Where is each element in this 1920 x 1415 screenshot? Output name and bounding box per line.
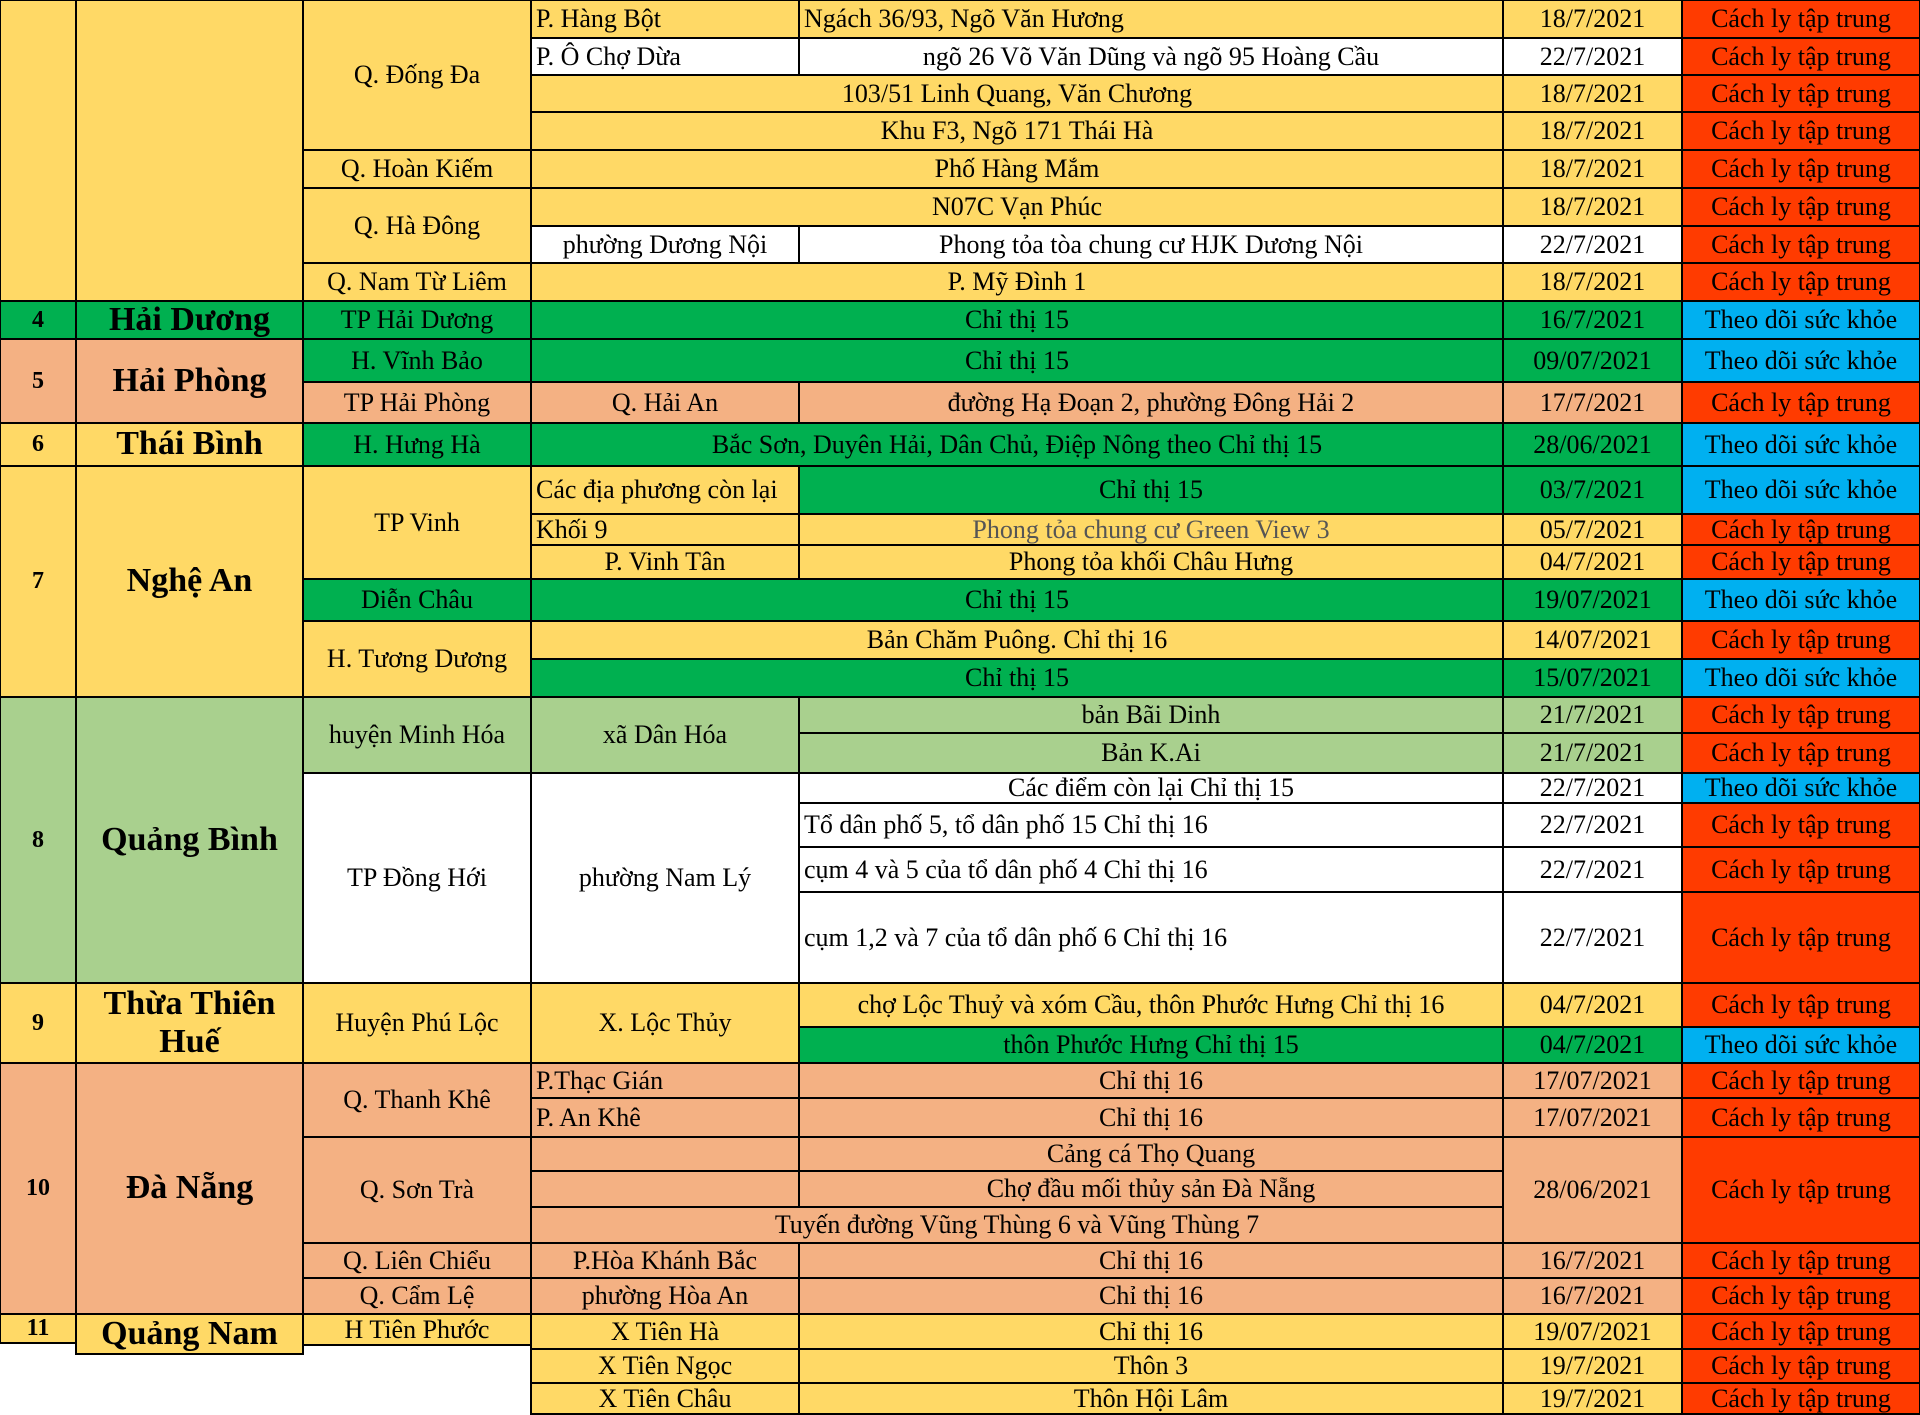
ward-cell [530, 1170, 800, 1208]
status-cell: Theo dõi sức khỏe [1681, 658, 1920, 698]
ward-cell: P. An Khê [530, 1097, 800, 1138]
location-cell: Chợ đầu mối thủy sản Đà Nẵng [798, 1170, 1504, 1208]
row-number-cell [0, 0, 77, 302]
ward-cell: P.Thạc Gián [530, 1062, 800, 1099]
ward-cell: Các địa phương còn lại [530, 465, 800, 515]
date-cell: 09/07/2021 [1502, 338, 1683, 383]
date-cell: 17/07/2021 [1502, 1097, 1683, 1138]
district-cell: Q. Liên Chiểu [302, 1242, 532, 1279]
location-cell: Chỉ thị 15 [530, 578, 1504, 622]
location-cell: Chỉ thị 15 [530, 658, 1504, 698]
location-cell: đường Hạ Đoạn 2, phường Đông Hải 2 [798, 381, 1504, 424]
status-cell: Theo dõi sức khỏe [1681, 338, 1920, 383]
date-cell: 28/06/2021 [1502, 1136, 1683, 1244]
ward-cell: phường Nam Lý [530, 772, 800, 984]
date-cell: 18/7/2021 [1502, 262, 1683, 302]
date-cell: 16/7/2021 [1502, 1277, 1683, 1315]
date-cell: 18/7/2021 [1502, 149, 1683, 189]
location-cell: Chỉ thị 16 [798, 1062, 1504, 1099]
district-cell: TP Hải Dương [302, 300, 532, 340]
status-cell: Cách ly tập trung [1681, 187, 1920, 227]
status-cell: Cách ly tập trung [1681, 1348, 1920, 1384]
date-cell: 22/7/2021 [1502, 772, 1683, 804]
district-cell: Diễn Châu [302, 578, 532, 622]
district-cell: Q. Đống Đa [302, 0, 532, 151]
location-cell: Bắc Sơn, Duyên Hải, Dân Chủ, Điệp Nông theo Chỉ thị 15 [530, 422, 1504, 467]
date-cell: 05/7/2021 [1502, 513, 1683, 546]
location-cell: Cảng cá Thọ Quang [798, 1136, 1504, 1172]
district-cell: Huyện Phú Lộc [302, 982, 532, 1064]
location-cell: P. Mỹ Đình 1 [530, 262, 1504, 302]
date-cell: 19/7/2021 [1502, 1382, 1683, 1415]
ward-cell: X Tiên Châu [530, 1382, 800, 1415]
ward-cell: P. Vinh Tân [530, 544, 800, 580]
location-cell: Chỉ thị 15 [530, 300, 1504, 340]
status-cell: Cách ly tập trung [1681, 696, 1920, 734]
status-cell: Theo dõi sức khỏe [1681, 1026, 1920, 1064]
status-cell: Cách ly tập trung [1681, 1097, 1920, 1138]
location-cell: thôn Phước Hưng Chỉ thị 15 [798, 1026, 1504, 1064]
location-cell: Chỉ thị 15 [530, 338, 1504, 383]
ward-cell: phường Dương Nội [530, 225, 800, 264]
district-cell: Q. Hà Đông [302, 187, 532, 264]
ward-cell: X. Lộc Thủy [530, 982, 800, 1064]
date-cell: 19/07/2021 [1502, 1313, 1683, 1350]
location-cell: Chỉ thị 15 [798, 465, 1504, 515]
status-cell: Cách ly tập trung [1681, 1062, 1920, 1099]
ward-cell [530, 1136, 800, 1172]
status-cell: Theo dõi sức khỏe [1681, 772, 1920, 804]
location-cell: bản Bãi Dinh [798, 696, 1504, 734]
status-cell: Cách ly tập trung [1681, 513, 1920, 546]
row-number-cell: 11 [0, 1313, 77, 1344]
ward-cell: xã Dân Hóa [530, 696, 800, 774]
ward-cell: P.Hòa Khánh Bắc [530, 1242, 800, 1279]
date-cell: 28/06/2021 [1502, 422, 1683, 467]
province-cell: Thái Bình [75, 422, 304, 467]
ward-cell: phường Hòa An [530, 1277, 800, 1315]
date-cell: 18/7/2021 [1502, 0, 1683, 39]
location-cell: Tổ dân phố 5, tổ dân phố 15 Chỉ thị 16 [798, 802, 1504, 848]
date-cell: 04/7/2021 [1502, 1026, 1683, 1064]
location-cell: 103/51 Linh Quang, Văn Chương [530, 74, 1504, 113]
date-cell: 04/7/2021 [1502, 544, 1683, 580]
district-cell: huyện Minh Hóa [302, 696, 532, 774]
location-cell: cụm 1,2 và 7 của tổ dân phố 6 Chỉ thị 16 [798, 891, 1504, 984]
district-cell: H. Tương Dương [302, 620, 532, 698]
location-cell: Phố Hàng Mắm [530, 149, 1504, 189]
status-cell: Cách ly tập trung [1681, 381, 1920, 424]
status-cell: Cách ly tập trung [1681, 982, 1920, 1028]
date-cell: 18/7/2021 [1502, 187, 1683, 227]
district-cell: Q. Hoàn Kiếm [302, 149, 532, 189]
location-cell: Thôn Hội Lâm [798, 1382, 1504, 1415]
location-cell: Các điểm còn lại Chỉ thị 15 [798, 772, 1504, 804]
status-cell: Cách ly tập trung [1681, 544, 1920, 580]
province-cell: Thừa Thiên Huế [75, 982, 304, 1064]
status-cell: Cách ly tập trung [1681, 846, 1920, 893]
row-number-cell: 7 [0, 465, 77, 698]
district-cell: Q. Nam Từ Liêm [302, 262, 532, 302]
ward-cell: Q. Hải An [530, 381, 800, 424]
date-cell: 16/7/2021 [1502, 300, 1683, 340]
date-cell: 18/7/2021 [1502, 74, 1683, 113]
location-cell: Chỉ thị 16 [798, 1277, 1504, 1315]
location-cell: Bản Chăm Puông. Chỉ thị 16 [530, 620, 1504, 660]
status-cell: Cách ly tập trung [1681, 891, 1920, 984]
province-cell: Hải Phòng [75, 338, 304, 424]
location-cell: Thôn 3 [798, 1348, 1504, 1384]
location-cell: Phong tỏa chung cư Green View 3 [798, 513, 1504, 546]
district-cell: TP Vinh [302, 465, 532, 580]
row-number-cell: 4 [0, 300, 77, 340]
date-cell: 03/7/2021 [1502, 465, 1683, 515]
location-cell: Phong tỏa tòa chung cư HJK Dương Nội [798, 225, 1504, 264]
status-cell: Cách ly tập trung [1681, 1313, 1920, 1350]
ward-cell: X Tiên Ngọc [530, 1348, 800, 1384]
status-cell: Cách ly tập trung [1681, 149, 1920, 189]
status-cell: Cách ly tập trung [1681, 74, 1920, 113]
status-cell: Cách ly tập trung [1681, 111, 1920, 151]
district-cell: Q. Cẩm Lệ [302, 1277, 532, 1315]
date-cell: 22/7/2021 [1502, 891, 1683, 984]
location-cell: Ngách 36/93, Ngõ Văn Hương [798, 0, 1504, 39]
location-cell: Chỉ thị 16 [798, 1097, 1504, 1138]
status-cell: Cách ly tập trung [1681, 1277, 1920, 1315]
location-cell: cụm 4 và 5 của tổ dân phố 4 Chỉ thị 16 [798, 846, 1504, 893]
status-cell: Cách ly tập trung [1681, 1382, 1920, 1415]
district-cell: H. Vĩnh Bảo [302, 338, 532, 383]
district-cell: TP Hải Phòng [302, 381, 532, 424]
date-cell: 21/7/2021 [1502, 696, 1683, 734]
date-cell: 22/7/2021 [1502, 225, 1683, 264]
province-cell [75, 0, 304, 302]
row-number-cell: 10 [0, 1062, 77, 1315]
ward-cell: P. Hàng Bột [530, 0, 800, 39]
location-cell: Chỉ thị 16 [798, 1313, 1504, 1350]
status-cell: Cách ly tập trung [1681, 1242, 1920, 1279]
ward-cell: P. Ô Chợ Dừa [530, 37, 800, 76]
row-number-cell: 8 [0, 696, 77, 984]
province-cell: Nghệ An [75, 465, 304, 698]
date-cell: 22/7/2021 [1502, 37, 1683, 76]
status-cell: Theo dõi sức khỏe [1681, 465, 1920, 515]
location-cell: chợ Lộc Thuỷ và xóm Cầu, thôn Phước Hưng Chỉ thị 16 [798, 982, 1504, 1028]
date-cell: 22/7/2021 [1502, 802, 1683, 848]
status-cell: Cách ly tập trung [1681, 225, 1920, 264]
location-cell: Khu F3, Ngõ 171 Thái Hà [530, 111, 1504, 151]
location-cell: Tuyến đường Vũng Thùng 6 và Vũng Thùng 7 [530, 1206, 1504, 1244]
district-cell: TP Đồng Hới [302, 772, 532, 984]
date-cell: 22/7/2021 [1502, 846, 1683, 893]
district-cell: H. Hưng Hà [302, 422, 532, 467]
status-cell: Theo dõi sức khỏe [1681, 300, 1920, 340]
location-cell: Bản K.Ai [798, 732, 1504, 774]
date-cell: 19/7/2021 [1502, 1348, 1683, 1384]
date-cell: 21/7/2021 [1502, 732, 1683, 774]
location-cell: Phong tỏa khối Châu Hưng [798, 544, 1504, 580]
province-cell: Quảng Bình [75, 696, 304, 984]
district-cell: Q. Sơn Trà [302, 1136, 532, 1244]
row-number-cell: 5 [0, 338, 77, 424]
ward-cell: X Tiên Hà [530, 1313, 800, 1350]
row-number-cell: 9 [0, 982, 77, 1064]
status-cell: Cách ly tập trung [1681, 1136, 1920, 1244]
date-cell: 04/7/2021 [1502, 982, 1683, 1028]
location-cell: Chỉ thị 16 [798, 1242, 1504, 1279]
province-cell: Đà Nẵng [75, 1062, 304, 1315]
date-cell: 17/7/2021 [1502, 381, 1683, 424]
date-cell: 15/07/2021 [1502, 658, 1683, 698]
date-cell: 19/07/2021 [1502, 578, 1683, 622]
status-cell: Cách ly tập trung [1681, 802, 1920, 848]
location-cell: N07C Vạn Phúc [530, 187, 1504, 227]
status-cell: Cách ly tập trung [1681, 0, 1920, 39]
ward-cell: Khối 9 [530, 513, 800, 546]
row-number-cell: 6 [0, 422, 77, 467]
status-cell: Cách ly tập trung [1681, 620, 1920, 660]
location-cell: ngõ 26 Võ Văn Dũng và ngõ 95 Hoàng Cầu [798, 37, 1504, 76]
date-cell: 18/7/2021 [1502, 111, 1683, 151]
date-cell: 16/7/2021 [1502, 1242, 1683, 1279]
status-cell: Cách ly tập trung [1681, 37, 1920, 76]
date-cell: 14/07/2021 [1502, 620, 1683, 660]
province-cell: Quảng Nam [75, 1313, 304, 1355]
date-cell: 17/07/2021 [1502, 1062, 1683, 1099]
district-cell: Q. Thanh Khê [302, 1062, 532, 1138]
status-cell: Theo dõi sức khỏe [1681, 422, 1920, 467]
status-cell: Cách ly tập trung [1681, 262, 1920, 302]
status-cell: Cách ly tập trung [1681, 732, 1920, 774]
status-cell: Theo dõi sức khỏe [1681, 578, 1920, 622]
district-cell: H Tiên Phước [302, 1313, 532, 1346]
province-cell: Hải Dương [75, 300, 304, 340]
